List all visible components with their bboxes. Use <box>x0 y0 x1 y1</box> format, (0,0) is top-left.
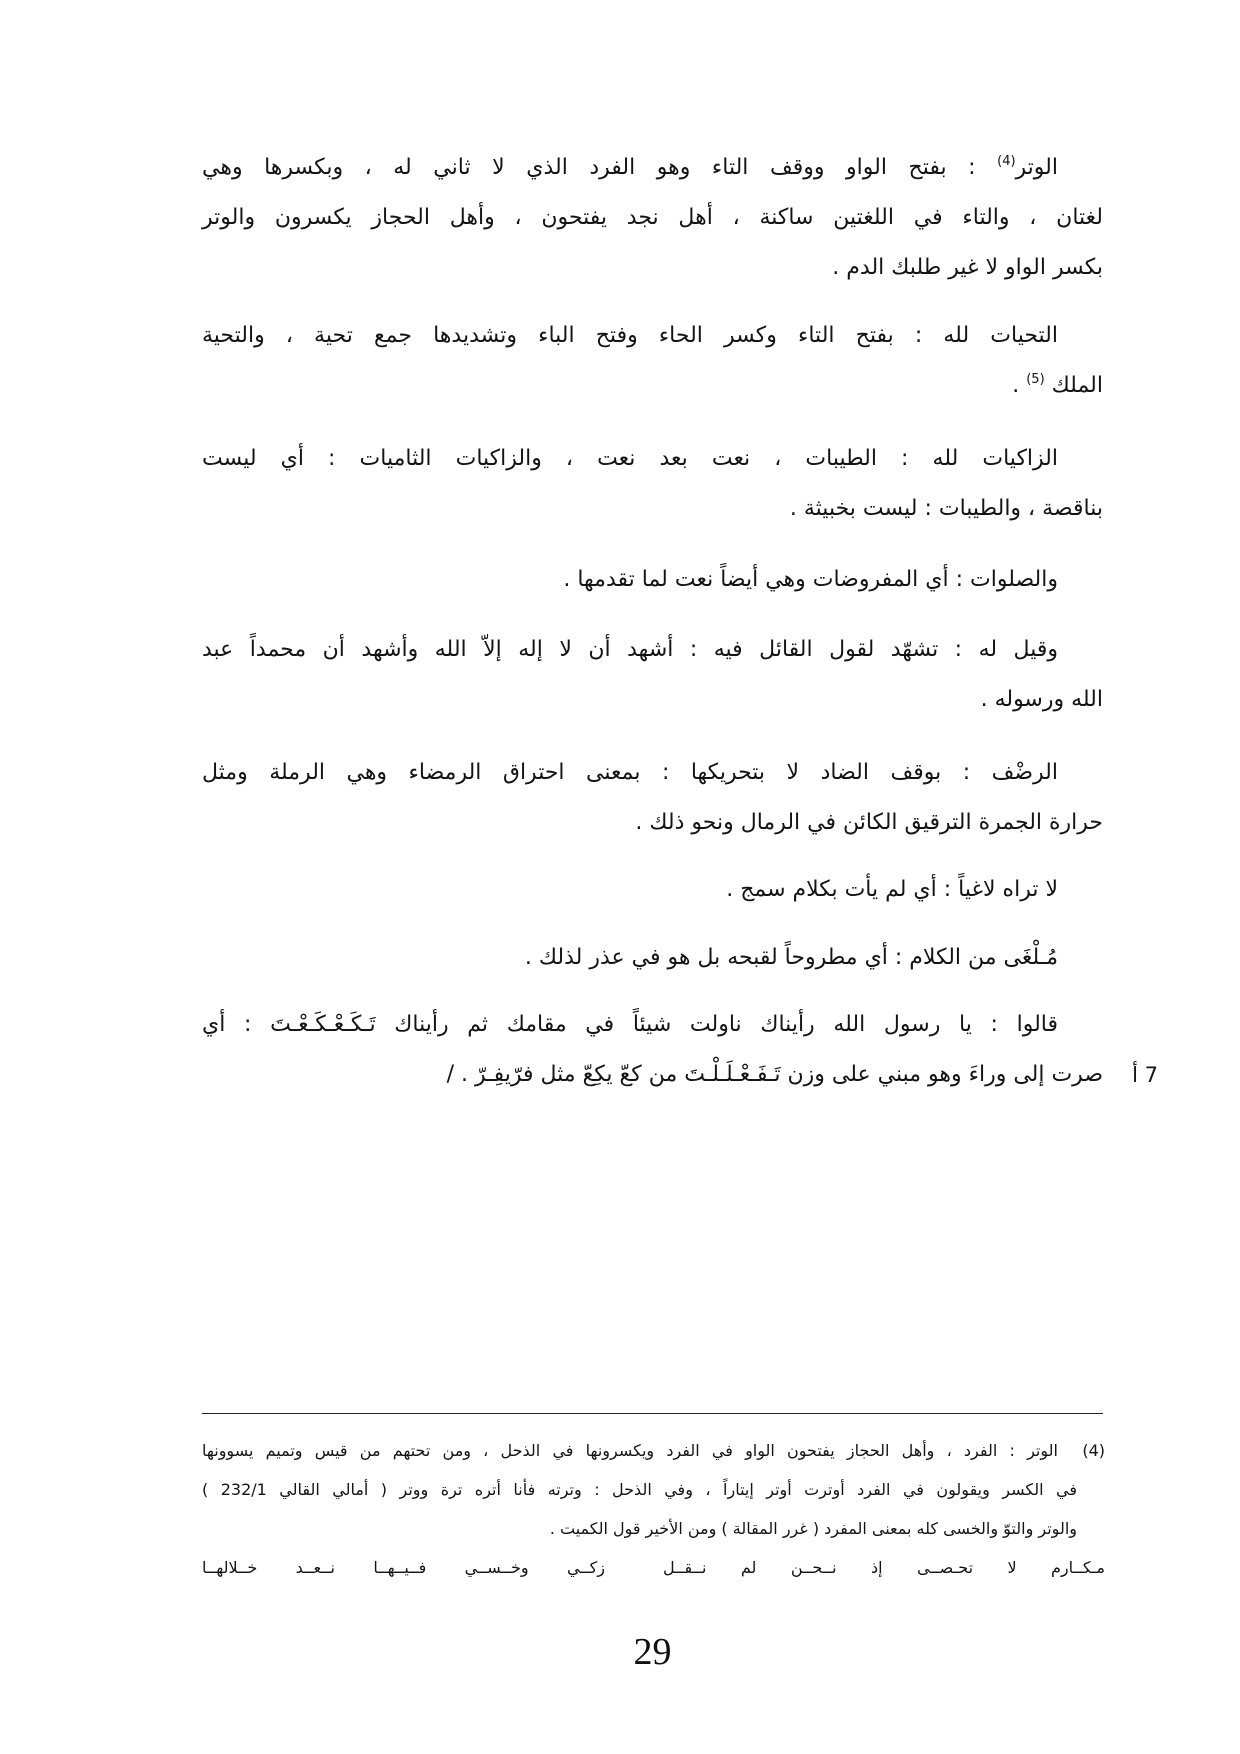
footnote-text: الوتر : الفرد ، وأهل الحجاز يفتحون الواو في الفرد ويكسرونها في الذحل ، ومن تحتهم من قيس وتميم يسوونها <box>202 1441 1058 1460</box>
footnote-ref: (5) <box>1026 371 1045 387</box>
footnote-section <box>202 1431 1105 1587</box>
paragraph-line: الرضْف : بوقف الضاد لا بتحريكها : بمعنى احتراق الرمضاء وهي الرملة ومثل <box>202 760 1058 785</box>
paragraph-line <box>202 143 1103 193</box>
paragraph-line: وقيل له : تشهّد لقول القائل فيه : أشهد أن لا إله إلاّ الله وأشهد أن محمداً عبد <box>202 637 1058 662</box>
footnote-marker: (4) <box>1082 1441 1105 1460</box>
paragraph-tahiyyat <box>202 311 1103 411</box>
page-number: 29 <box>633 1631 672 1673</box>
paragraph-line: لغتان ، والتاء في اللغتين ساكنة ، أهل نجد يفتحون ، وأهل الحجاز يكسرون والوتر <box>202 205 1103 230</box>
footnote-line: والوتر والتوّ والخسى كله بمعنى المفرد ( غرر المقالة ) ومن الأخير قول الكميت . <box>549 1519 1077 1538</box>
line-text: : بفتح الواو ووقف التاء وهو الفرد الذي لا ثاني له ، وبكسرها وهي <box>202 155 998 180</box>
paragraph-line <box>202 361 1103 411</box>
footnote-line: في الكسر ويقولون في الفرد أوترت أوتر إيتاراً ، وفي الذحل : وترته فأنا أتره ترة ووتر ( أمالي القالي 232/1 ) <box>202 1480 1078 1499</box>
verse-first-hemistich: مـكــارم لا تحـصــى إذ نــحــن لم نــقــل <box>663 1558 1105 1577</box>
paragraph-witr <box>202 143 1103 293</box>
paragraph-line: مُـلْغَى من الكلام : أي مطروحاً لقبحه بل هو في عذر لذلك . <box>524 945 1058 970</box>
paragraph-laghiya <box>202 865 1103 915</box>
verse-second-hemistich: زكــي وخــســي فــيــهــا نــعــد خــلالهــا <box>202 1558 605 1577</box>
paragraph-mulgha <box>202 933 1103 983</box>
paragraph-salawat <box>202 555 1103 605</box>
paragraph-line: لا تراه لاغياً : أي لم يأت بكلام سمج . <box>726 877 1058 902</box>
paragraph-line: بناقصة ، والطيبات : ليست بخبيثة . <box>789 496 1103 521</box>
entry-term: الوتر <box>1015 155 1058 180</box>
paragraph-radf <box>202 748 1103 848</box>
folio-marker: 7 أ <box>1132 1063 1158 1087</box>
paragraph-line: قالوا : يا رسول الله رأيناك ناولت شيئاً في مقامك ثم رأيناك تَـكَـعْـكَـعْـتَ : أي <box>202 1012 1058 1037</box>
paragraph-line: الله ورسوله . <box>980 687 1103 712</box>
paragraph-line: التحيات لله : بفتح التاء وكسر الحاء وفتح الباء وتشديدها جمع تحية ، والتحية <box>202 323 1058 348</box>
paragraph-line: صرت إلى وراءَ وهو مبني على وزن تَـفَـعْـلَـلْـتَ من كعّ يكِعّ مثل فرّيفِـرّ . / <box>446 1062 1103 1087</box>
paragraph-line: والصلوات : أي المفروضات وهي أيضاً نعت لما تقدمها . <box>563 567 1058 592</box>
paragraph-tashahhud <box>202 625 1103 725</box>
paragraph-line: حرارة الجمرة الترقيق الكائن في الرمال ونحو ذلك . <box>635 810 1103 835</box>
paragraph-zakiyat <box>202 434 1103 534</box>
line-text: الملك <box>1044 373 1103 398</box>
paragraph-line: بكسر الواو لا غير طلبك الدم . <box>832 255 1103 280</box>
footnote-rule <box>202 1413 1103 1414</box>
paragraph-line: الزاكيات لله : الطيبات ، نعت بعد نعت ، والزاكيات الثاميات : أي ليست <box>202 446 1058 471</box>
footnote-line <box>202 1431 1105 1470</box>
footnote-ref: (4) <box>997 153 1016 169</box>
footnote-verse <box>202 1548 1105 1587</box>
line-text: . <box>1012 373 1027 398</box>
paragraph-takaakaat <box>202 1000 1103 1100</box>
